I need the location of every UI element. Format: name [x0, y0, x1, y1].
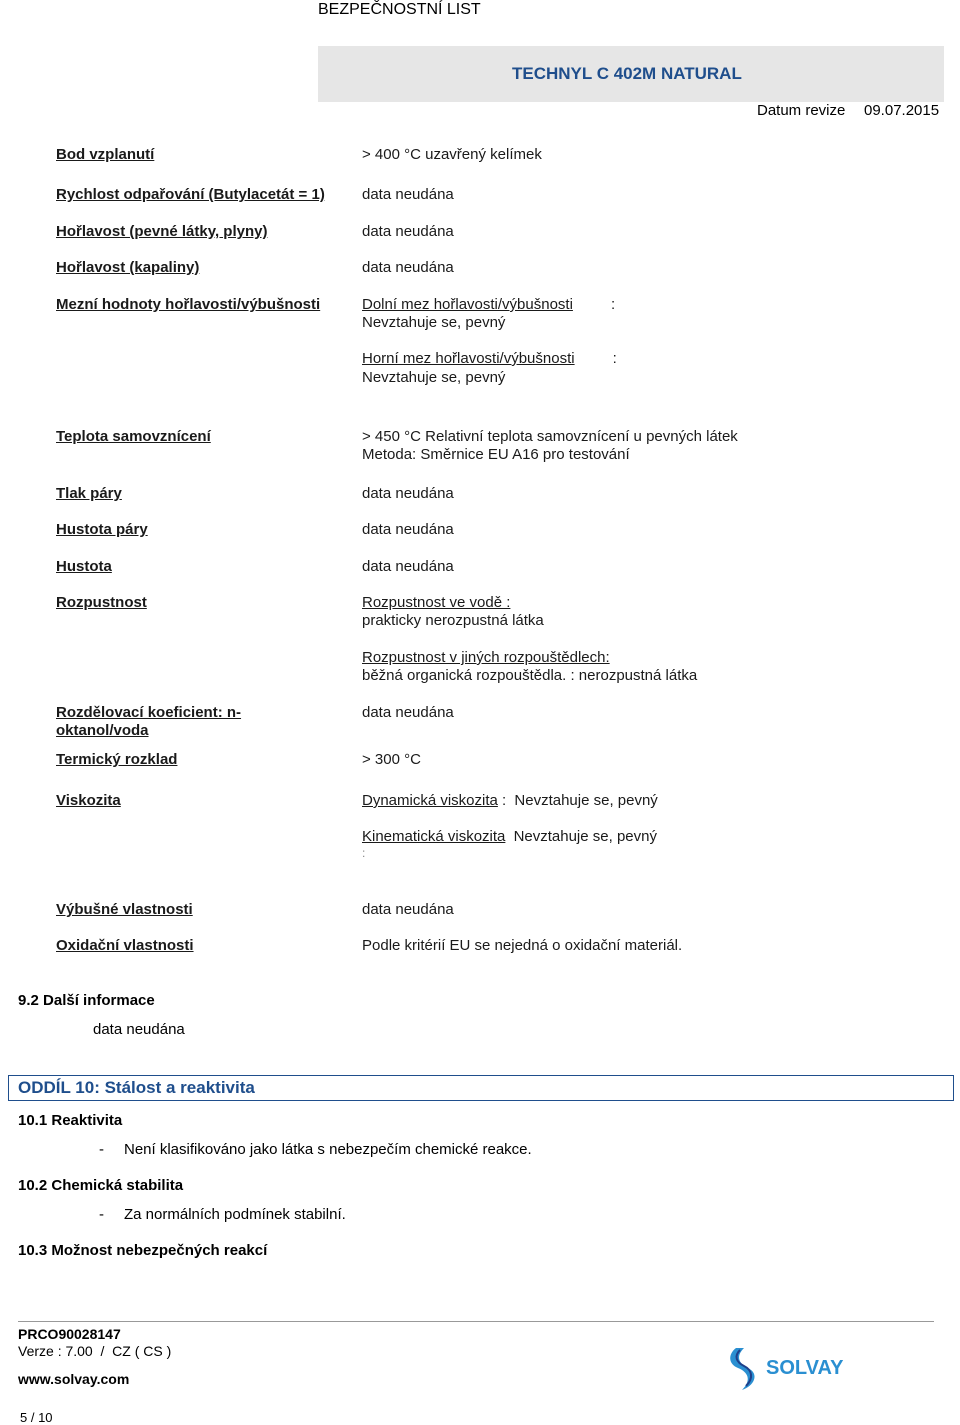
section-10-1-dash: - [99, 1141, 104, 1158]
document-type: BEZPEČNOSTNÍ LIST [318, 1, 481, 18]
prop-label-explosive: Výbušné vlastnosti [56, 901, 193, 918]
prop-label-partition: Rozdělovací koeficient: n- [56, 704, 242, 721]
solubility-other-label: Rozpustnost v jiných rozpouštědlech: [362, 649, 610, 666]
lower-limit-line [362, 296, 615, 313]
prop-value-density: data neudána [362, 558, 454, 575]
solubility-other-value: běžná organická rozpouštědla. : nerozpustná látka [362, 667, 698, 684]
viscosity-dynamic-value: Nevztahuje se, pevný [514, 792, 658, 809]
prop-value-evaporation-rate: data neudána [362, 186, 454, 203]
prop-label-flammability-liquid: Hořlavost (kapaliny) [56, 259, 200, 276]
footer-code: PRCO90028147 [18, 1326, 121, 1342]
prop-label-flammability-limits: Mezní hodnoty hořlavosti/výbušnosti [56, 296, 321, 313]
viscosity-dynamic-label: Dynamická viskozita [362, 792, 498, 809]
prop-label-flash-point: Bod vzplanutí [56, 146, 155, 163]
solvay-logo-icon [726, 1340, 856, 1396]
prop-label-density: Hustota [56, 558, 112, 575]
section-10-1-title: 10.1 Reaktivita [18, 1112, 123, 1129]
footer-website[interactable]: www.solvay.com [18, 1371, 130, 1387]
prop-label-evaporation-rate: Rychlost odpařování (Butylacetát = 1) [56, 186, 325, 203]
footer-version: Verze : 7.00 / CZ ( CS ) [18, 1343, 172, 1359]
upper-limit-line [362, 350, 617, 367]
prop-value-autoignition-method: Metoda: Směrnice EU A16 pro testování [362, 446, 630, 463]
upper-limit-colon: : [612, 350, 617, 367]
revision-date: 09.07.2015 [864, 102, 940, 119]
section-9-2-title: 9.2 Další informace [18, 992, 155, 1009]
prop-value-vapor-pressure: data neudána [362, 485, 454, 502]
section-10-2-dash: - [99, 1206, 104, 1223]
viscosity-kinematic-label: Kinematická viskozita [362, 828, 506, 845]
prop-label-vapor-density: Hustota páry [56, 521, 148, 538]
revision-label: Datum revize [757, 102, 846, 119]
logo-swirl-light [730, 1348, 754, 1390]
prop-label-flammability-solid: Hořlavost (pevné látky, plyny) [56, 223, 268, 240]
prop-value-oxidizing: Podle kritérií EU se nejedná o oxidační materiál. [362, 937, 683, 954]
section-10-2-text: Za normálních podmínek stabilní. [124, 1206, 346, 1223]
prop-label-oxidizing: Oxidační vlastnosti [56, 937, 194, 954]
lower-limit-label: Dolní mez hořlavosti/výbušnosti [362, 296, 573, 313]
prop-value-explosive: data neudána [362, 901, 454, 918]
prop-value-vapor-density: data neudána [362, 521, 454, 538]
prop-value-flash-point: > 400 °C uzavřený kelímek [362, 146, 542, 163]
upper-limit-value: Nevztahuje se, pevný [362, 369, 506, 386]
viscosity-kinematic-colon: : [362, 846, 366, 860]
solubility-water-label: Rozpustnost ve vodě : [362, 594, 511, 611]
prop-label-decomposition: Termický rozklad [56, 751, 178, 768]
product-name: TECHNYL C 402M NATURAL [512, 64, 742, 83]
prop-value-flammability-solid: data neudána [362, 223, 454, 240]
upper-limit-label: Horní mez hořlavosti/výbušnosti [362, 350, 575, 367]
footer-page-number: 5 / 10 [20, 1410, 53, 1425]
section-10-3-title: 10.3 Možnost nebezpečných reakcí [18, 1242, 268, 1259]
viscosity-kinematic-line [362, 828, 657, 845]
prop-value-decomposition: > 300 °C [362, 751, 421, 768]
viscosity-kinematic-value: Nevztahuje se, pevný [513, 828, 657, 845]
lower-limit-colon: : [610, 296, 616, 313]
prop-value-flammability-liquid: data neudána [362, 259, 454, 276]
prop-label-solubility: Rozpustnost [56, 594, 147, 611]
prop-label-vapor-pressure: Tlak páry [56, 485, 122, 502]
section-10-title: ODDÍL 10: Stálost a reaktivita [18, 1078, 255, 1097]
solubility-water-value: prakticky nerozpustná látka [362, 612, 544, 629]
lower-limit-value: Nevztahuje se, pevný [362, 314, 506, 331]
prop-label-partition-2: oktanol/voda [56, 722, 149, 739]
section-10-1-text: Není klasifikováno jako látka s nebezpečím chemické reakce. [124, 1141, 532, 1158]
section-10-2-title: 10.2 Chemická stabilita [18, 1177, 184, 1194]
logo-text: SOLVAY [766, 1357, 844, 1379]
prop-value-autoignition: > 450 °C Relativní teplota samovznícení u pevných látek [362, 428, 738, 445]
prop-value-partition: data neudána [362, 704, 454, 721]
viscosity-dynamic-colon: : [502, 792, 507, 809]
prop-label-autoignition: Teplota samovznícení [56, 428, 211, 445]
footer-divider [18, 1321, 934, 1322]
section-9-2-value: data neudána [93, 1021, 185, 1038]
prop-label-viscosity: Viskozita [56, 792, 121, 809]
viscosity-dynamic-line [362, 792, 658, 809]
